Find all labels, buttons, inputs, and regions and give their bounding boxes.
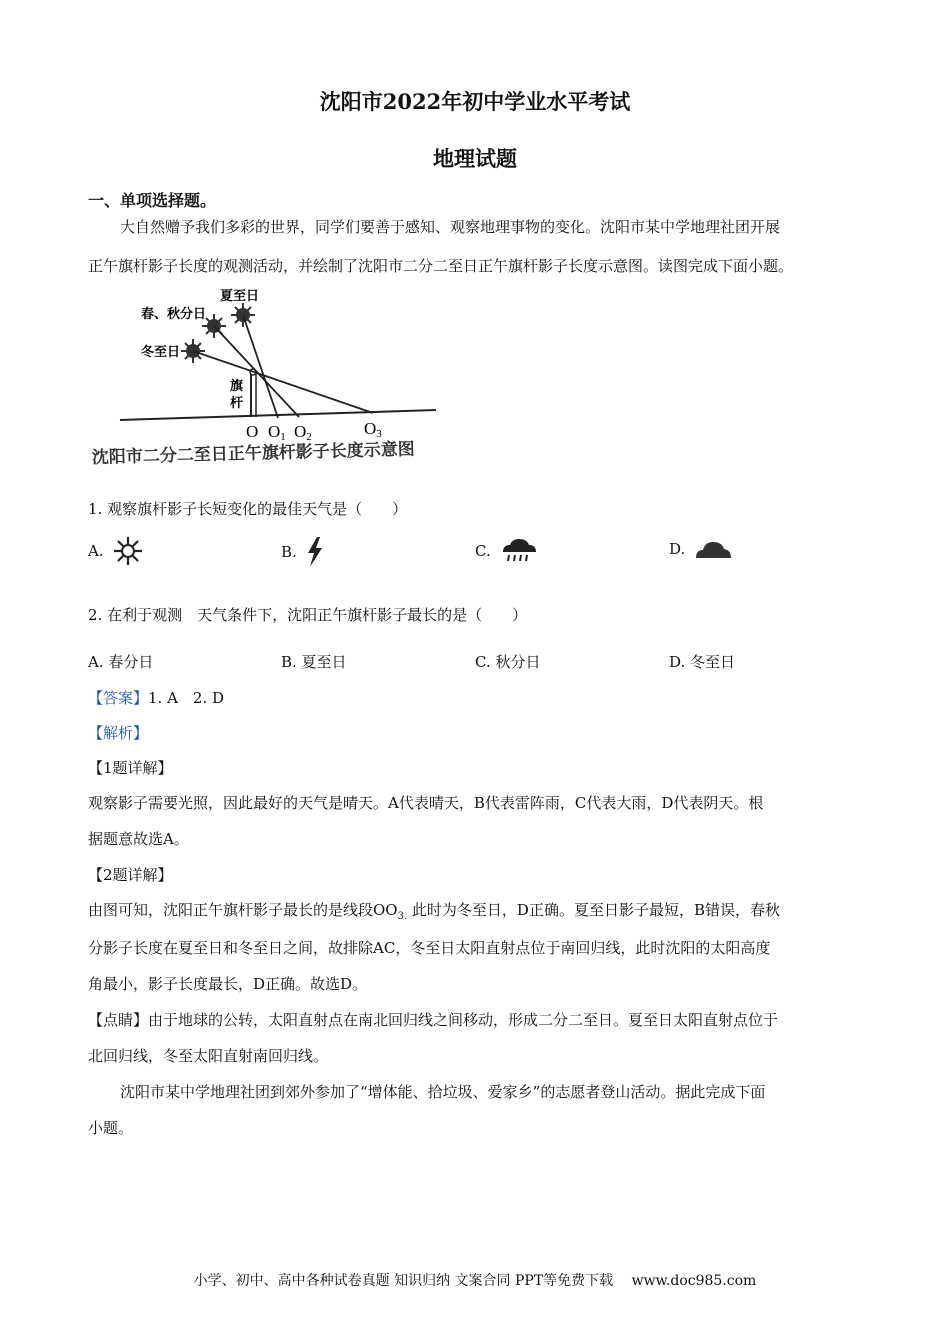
section-heading: 一、单项选择题。: [88, 191, 217, 210]
heavy-rain-icon: [499, 536, 539, 566]
label-pole-2: 杆: [230, 396, 244, 411]
detail1-line-2: 据题意故选A。: [88, 830, 189, 848]
q2-option-c: C. 秋分日: [475, 653, 541, 671]
sun-icon: [112, 536, 144, 566]
point-o2: O2: [294, 422, 312, 443]
overcast-icon: [693, 536, 733, 562]
q2-option-a: A. 春分日: [88, 653, 154, 671]
q1-stem: 1. 观察旗杆影子长短变化的最佳天气是（ ）: [88, 500, 408, 518]
answer-text: 1. A 2. D: [148, 689, 225, 707]
q1-option-d: [669, 536, 733, 562]
option-label: B.: [281, 543, 297, 561]
option-label: D.: [669, 540, 686, 558]
option-label: A.: [88, 542, 104, 560]
label-winter-solstice: 冬至日: [140, 345, 180, 360]
analysis-tag: 【解析】: [88, 724, 149, 742]
answer-line: [88, 687, 224, 708]
detail2-line-1: 由图可知，沈阳正午旗杆影子最长的是线段$OO_{3.}$ 此时为冬至日，D正确。夏至日影子最短，B错误，春秋: [88, 901, 780, 922]
next-intro-line-2: 小题。: [88, 1119, 134, 1137]
note-line-1: 【点睛】由于地球的公转，太阳直射点在南北回归线之间移动，形成二分二至日。夏至日太阳直射点位于: [88, 1011, 779, 1029]
page-subtitle: 地理试题: [433, 146, 517, 171]
detail1-tag: 【1题详解】: [88, 759, 173, 777]
summer-ray: [243, 315, 278, 418]
flagpole-shadow-diagram: [88, 282, 488, 472]
ground-line: [120, 410, 436, 420]
label-summer-solstice: 夏至日: [220, 289, 260, 304]
footer: 小学、初中、高中各种试卷真题 知识归纳 文案合同 PPT等免费下载 www.doc985.com: [193, 1273, 757, 1289]
note-tag: 【点睛】: [88, 1011, 149, 1029]
q2-option-d: D. 冬至日: [669, 653, 736, 671]
q2-option-b: B. 夏至日: [281, 653, 347, 671]
intro-line-1: 大自然赠予我们多彩的世界，同学们要善于感知、观察地理事物的变化。沈阳市某中学地理社团开展: [120, 218, 781, 236]
intro-line-2: 正午旗杆影子长度的观测活动，并绘制了沈阳市二分二至日正午旗杆影子长度示意图。读图完成下面小题。: [88, 257, 794, 275]
q2-stem: 2. 在利于观测 天气条件下，沈阳正午旗杆影子最长的是（ ）: [88, 606, 528, 624]
winter-ray: [193, 351, 373, 413]
point-o: O: [246, 422, 259, 441]
detail2-line-3: 角最小，影子长度最长，D正确。故选D。: [88, 975, 368, 993]
point-o1: O1: [268, 422, 286, 443]
q1-option-c: [475, 536, 539, 566]
point-o3: O3: [364, 419, 382, 440]
note-line-2: 北回归线，冬至太阳直射南回归线。: [88, 1047, 329, 1065]
detail2-tag: 【2题详解】: [88, 866, 173, 884]
q1-option-b: [281, 536, 325, 568]
q1-option-a: [88, 536, 144, 566]
lightning-icon: [305, 536, 325, 568]
label-pole-1: 旗: [230, 379, 244, 394]
detail2-line-2: 分影子长度在夏至日和冬至日之间，故排除AC，冬至日太阳直射点位于南回归线，此时沈阳的太阳高度: [88, 939, 771, 957]
next-intro-line-1: 沈阳市某中学地理社团到郊外参加了“增体能、拾垃圾、爱家乡”的志愿者登山活动。据此完成下面: [120, 1083, 766, 1101]
page-title: 沈阳市2022年初中学业水平考试: [319, 89, 631, 114]
figure-caption: 沈阳市二分二至日正午旗杆影子长度示意图: [91, 439, 416, 468]
label-equinox: 春、秋分日: [140, 307, 206, 322]
answer-tag: 【答案】: [88, 689, 149, 707]
option-label: C.: [475, 542, 491, 560]
detail1-line-1: 观察影子需要光照，因此最好的天气是晴天。A代表晴天，B代表雷阵雨，C代表大雨，D代表阴天。根: [88, 794, 764, 812]
